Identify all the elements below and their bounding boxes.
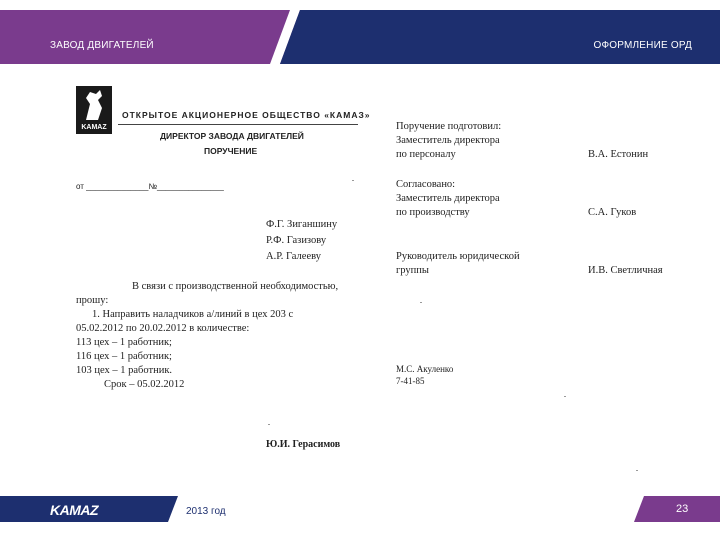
prepared-role: по персоналу [396, 149, 456, 160]
body-line: Срок – 05.02.2012 [104, 379, 185, 390]
logo-text: KAMAZ [81, 124, 107, 131]
prepared-label: Поручение подготовил: [396, 121, 502, 132]
agreed-name: С.А. Гуков [588, 207, 637, 218]
page-number: 23 [676, 503, 689, 515]
body-line: 103 цех – 1 работник. [76, 365, 173, 376]
slide-footer [0, 496, 720, 540]
executor-name: М.С. Акуленко [396, 364, 454, 374]
agreed-role: по производству [396, 207, 470, 218]
header-right-title: ОФОРМЛЕНИЕ ОРД [593, 40, 692, 51]
executor-phone: 7-41-85 [396, 376, 425, 386]
footer-background [0, 496, 720, 540]
doc-type: ПОРУЧЕНИЕ [204, 146, 258, 156]
header-left-title: ЗАВОД ДВИГАТЕЛЕЙ [50, 40, 154, 51]
agreed-label: Согласовано: [396, 179, 456, 190]
signature-name: Ю.И. Герасимов [266, 439, 341, 450]
addressee: Р.Ф. Газизову [266, 235, 327, 246]
legal-role: группы [396, 265, 429, 276]
scan-speck [268, 424, 270, 425]
body-line: 05.02.2012 по 20.02.2012 в количестве: [76, 323, 250, 334]
footer-year: 2013 год [186, 506, 226, 517]
divider [118, 124, 358, 125]
slide-header [0, 0, 720, 64]
footer-logo: KAMAZ [50, 502, 99, 518]
agreed-role: Заместитель директора [396, 193, 500, 204]
prepared-name: В.А. Естонин [588, 149, 649, 160]
addressee: Ф.Г. Зиганшину [266, 219, 338, 230]
date-number-line: от ______________№_______________ [76, 182, 224, 191]
scan-speck [352, 180, 354, 181]
body-line: 1. Направить наладчиков а/линий в цех 203 с [92, 309, 294, 320]
scan-speck [420, 302, 422, 303]
body-line: 116 цех – 1 работник; [76, 351, 172, 362]
header-background [0, 0, 720, 64]
horse-icon [76, 86, 112, 124]
legal-role: Руководитель юридической [396, 251, 520, 262]
kamaz-logo [76, 86, 112, 134]
body-line: прошу: [76, 295, 109, 306]
scan-speck [636, 470, 638, 471]
scan-speck [564, 396, 566, 397]
body-line: В связи с производственной необходимостью, [132, 281, 339, 292]
org-name: ОТКРЫТОЕ АКЦИОНЕРНОЕ ОБЩЕСТВО «КАМАЗ» [122, 110, 371, 120]
director-title: ДИРЕКТОР ЗАВОДА ДВИГАТЕЛЕЙ [160, 131, 304, 141]
prepared-role: Заместитель директора [396, 135, 500, 146]
legal-name: И.В. Светличная [588, 265, 663, 276]
body-line: 113 цех – 1 работник; [76, 337, 172, 348]
addressee: А.Р. Галееву [266, 251, 321, 262]
